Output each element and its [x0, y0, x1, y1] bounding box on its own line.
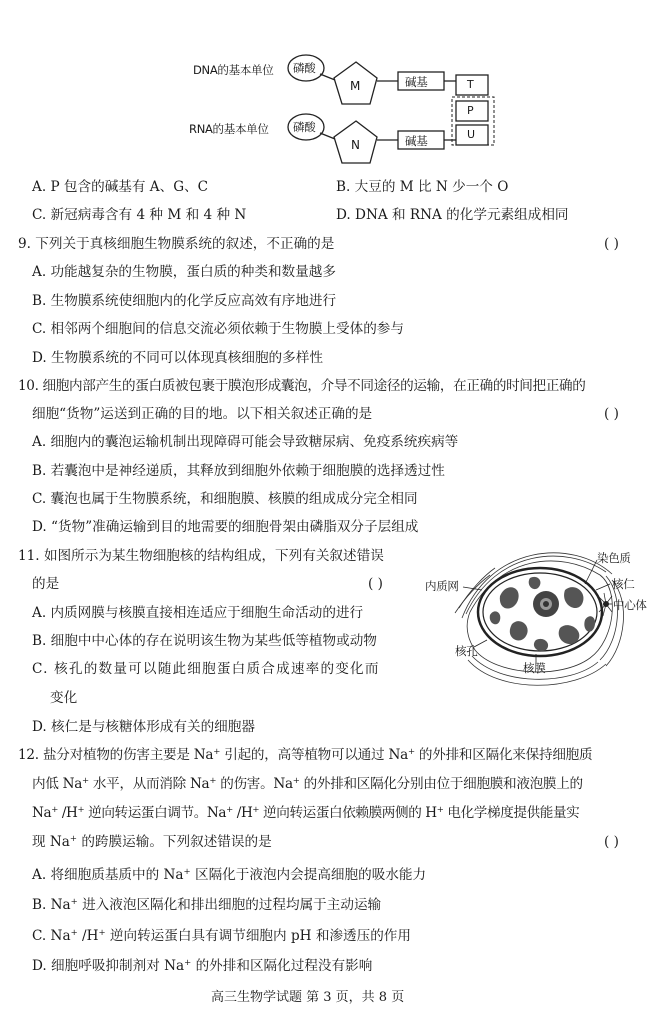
label-er: 内质网 [425, 579, 459, 593]
box-p-label: P [467, 104, 474, 117]
q12-option-c: C. Na+ /H+ 逆向转运蛋白具有调节细胞内 pH 和渗透压的作用 [32, 928, 411, 944]
box-u-label: U [467, 128, 475, 141]
q10-stem-line1: 10. 细胞内部产生的蛋白质被包裹于膜泡形成囊泡，介导不同途径的运输，在正确的时间把正确的 [18, 378, 586, 394]
q12-stem-line2: 内低 Na+ 水平，从而消除 Na+ 的伤害。Na+ 的外排和区隔化分别由位于细胞膜和液泡膜上的 [32, 776, 583, 792]
q8-option-d: D. DNA 和 RNA 的化学元素组成相同 [336, 207, 569, 223]
q11-answer-paren: ( ) [368, 576, 383, 592]
phosphate-top-label: 磷酸 [293, 61, 316, 75]
q9-option-c: C. 相邻两个细胞间的信息交流必须依赖于生物膜上受体的参与 [32, 321, 404, 337]
label-chromatin: 染色质 [597, 551, 631, 565]
box-t-label: T [467, 78, 474, 91]
q9-option-d: D. 生物膜系统的不同可以体现真核细胞的多样性 [32, 350, 323, 366]
sugar-n-label: N [351, 138, 360, 152]
q12-stem-line3: Na+ /H+ 逆向转运蛋白调节。Na+ /H+ 逆向转运蛋白依赖膜两侧的 H+ 电化学梯度提供能量实 [32, 805, 580, 821]
q8-option-c: C. 新冠病毒含有 4 种 M 和 4 种 N [32, 207, 247, 223]
q11-option-c-line2: 变化 [50, 690, 78, 706]
q10-option-c: C. 囊泡也属于生物膜系统，和细胞膜、核膜的组成成分完全相同 [32, 491, 418, 507]
q11-option-b: B. 细胞中中心体的存在说明该生物为某些低等植物或动物 [32, 633, 377, 649]
q11-stem-line2: 的是 [32, 576, 60, 592]
q10-option-a: A. 细胞内的囊泡运输机制出现障碍可能会导致糖尿病、免疫系统疾病等 [32, 434, 459, 450]
label-centrosome: 中心体 [613, 598, 647, 612]
q9-stem: 9. 下列关于真核细胞生物膜系统的叙述，不正确的是 [18, 236, 335, 252]
q12-option-a: A. 将细胞质基质中的 Na+ 区隔化于液泡内会提高细胞的吸水能力 [32, 867, 427, 883]
q12-stem-line4: 现 Na+ 的跨膜运输。下列叙述错误的是 [32, 834, 272, 850]
q9-answer-paren: ( ) [604, 236, 619, 252]
q11-option-a: A. 内质网膜与核膜直接相连适应于细胞生命活动的进行 [32, 605, 364, 621]
label-nuclear-membrane: 核膜 [523, 661, 546, 675]
q10-option-b: B. 若囊泡中是神经递质，其释放到细胞外依赖于细胞膜的选择透过性 [32, 463, 445, 479]
q11-option-d: D. 核仁是与核糖体形成有关的细胞器 [32, 719, 255, 735]
q12-option-d: D. 细胞呼吸抑制剂对 Na+ 的外排和区隔化过程没有影响 [32, 958, 373, 974]
q11-option-c-line1: C. 核孔的数量可以随此细胞蛋白质合成速率的变化而 [32, 661, 380, 677]
dna-unit-label: DNA的基本单位 [193, 63, 274, 77]
q10-answer-paren: ( ) [604, 406, 619, 422]
label-nucleolus: 核仁 [612, 577, 635, 591]
phosphate-bottom-label: 磷酸 [293, 120, 316, 134]
q9-option-b: B. 生物膜系统使细胞内的化学反应高效有序地进行 [32, 293, 337, 309]
sugar-m-label: M [350, 79, 361, 93]
q8-option-a: A. P 包含的碱基有 A、G、C [32, 179, 209, 195]
page-footer: 高三生物学试题 第 3 页，共 8 页 [211, 990, 405, 1005]
label-nuclear-pore: 核孔 [455, 644, 478, 658]
rna-unit-label: RNA的基本单位 [189, 122, 269, 136]
q10-stem-line2: 细胞“货物”运送到正确的目的地。以下相关叙述正确的是 [32, 406, 373, 422]
q12-answer-paren: ( ) [604, 834, 619, 850]
q9-option-a: A. 功能越复杂的生物膜，蛋白质的种类和数量越多 [32, 264, 336, 280]
q8-option-b: B. 大豆的 M 比 N 少一个 O [336, 179, 509, 195]
q10-option-d: D. “货物”准确运输到目的地需要的细胞骨架由磷脂双分子层组成 [32, 519, 419, 535]
base-bottom-label: 碱基 [405, 134, 428, 148]
q11-stem-line1: 11. 如图所示为某生物细胞核的结构组成，下列有关叙述错误 [18, 548, 384, 564]
q12-stem-line1: 12. 盐分对植物的伤害主要是 Na+ 引起的，高等植物可以通过 Na+ 的外排和区隔化来保持细胞质 [18, 747, 593, 763]
q12-option-b: B. Na+ 进入液泡区隔化和排出细胞的过程均属于主动运输 [32, 897, 382, 913]
base-top-label: 碱基 [405, 75, 428, 89]
